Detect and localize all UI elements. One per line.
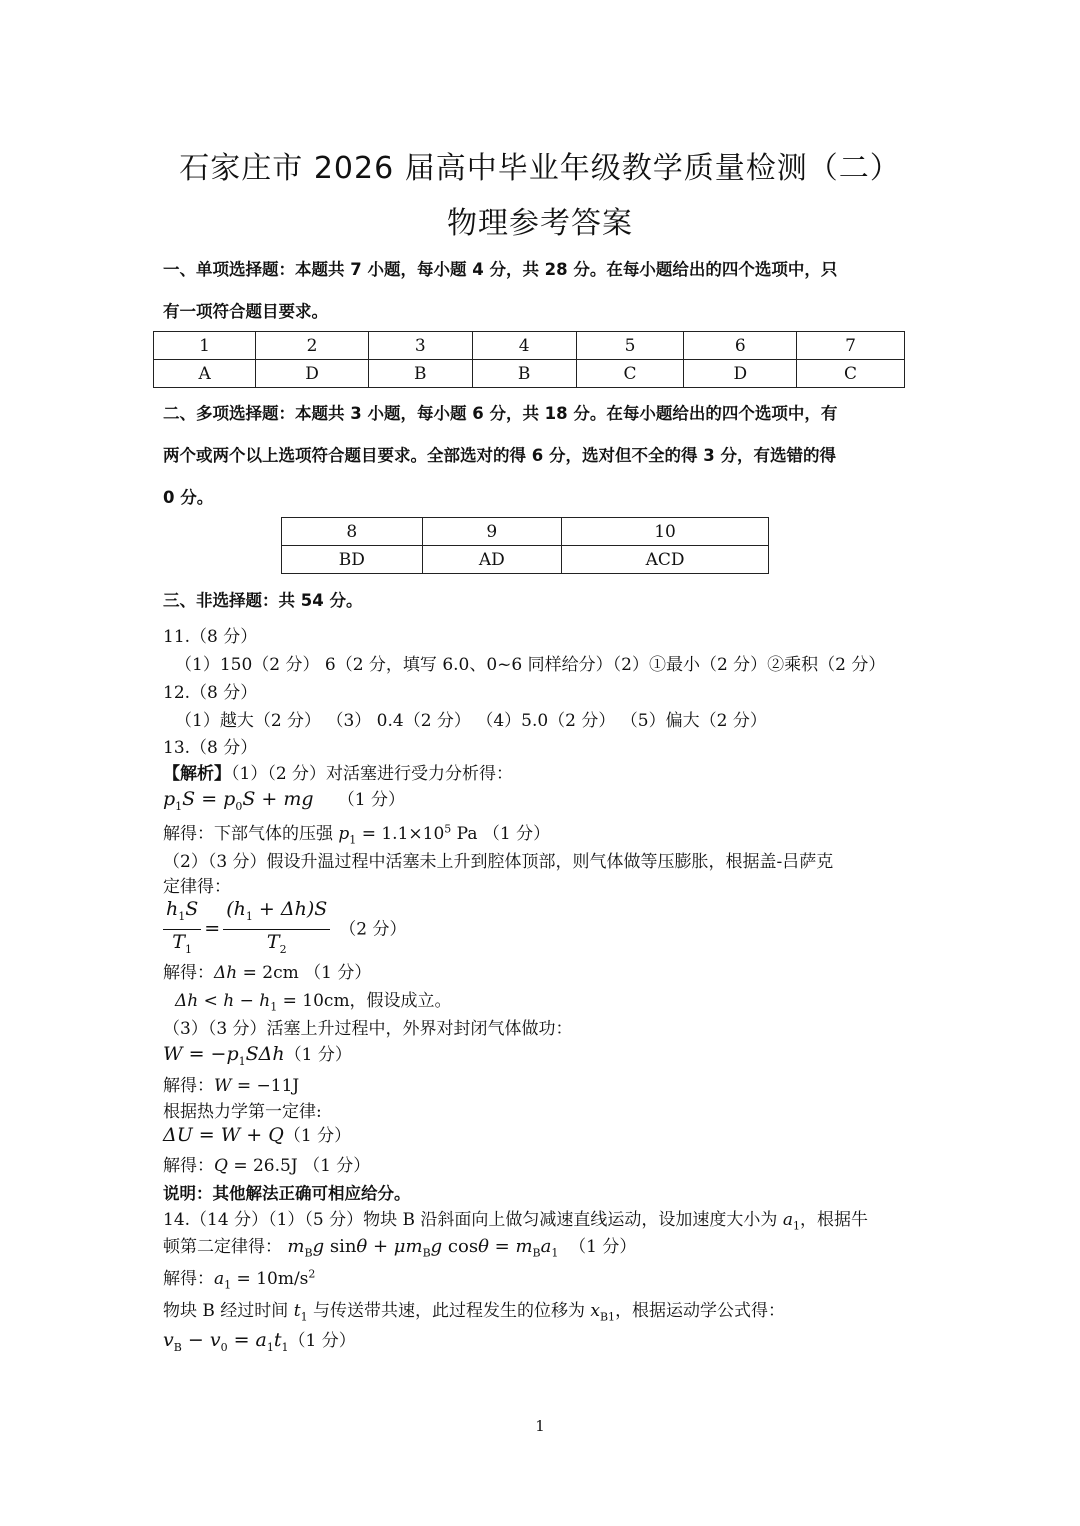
heat-value: = 26.5J [233,1156,298,1176]
time-text: 物块 B 经过时间 [163,1301,289,1321]
section2-heading-line1: 二、多项选择题：本题共 3 小题，每小题 6 分，共 18 分。在每小题给出的四个选项中，有 [163,404,838,423]
pressure-exponent: 5 [444,822,452,836]
table-row [154,360,905,388]
answer-cell: A [154,360,256,388]
question-number-cell: 7 [797,332,905,360]
solve-label: 解得： [163,1156,214,1176]
work-result: 解得：W = −11J [163,1076,300,1096]
question-number-cell: 4 [472,332,576,360]
work-value: = −11J [236,1076,300,1096]
delta-h-value: = 2cm [242,963,299,983]
answer-cell: C [797,360,905,388]
q11-answer: （1）150（2 分） 6（2 分，填写 6.0、0~6 同样给分）（2）①最小（2 分）②乘积（2 分） [175,655,886,675]
delta-h-result: 解得：Δh = 2cm （1 分） [163,963,372,983]
q13-header: 13.（8 分） [163,738,258,758]
question-number-cell: 10 [562,518,769,546]
q14-intro-tail: ，根据牛 [799,1210,868,1230]
answer-cell: AD [422,546,562,574]
q13-note: 说明：其他解法正确可相应给分。 [163,1184,411,1203]
score-points: （1 分） [304,963,372,983]
score-points: （1 分） [569,1237,637,1257]
solve-label: 解得： [163,824,214,844]
right-fraction: $\frac{(h_1 + \Delta h)S}{T_2}$ [223,897,330,962]
first-law-text: 根据热力学第一定律: [163,1102,322,1122]
document-subtitle: 物理参考答案 [447,206,633,241]
section1-heading-line2: 有一项符合题目要求。 [163,302,328,321]
page-number: 1 [535,1417,545,1435]
solve-label: 解得： [163,963,214,983]
q12-header: 12.（8 分） [163,683,258,703]
q14-intro: 14.（14 分）（1）（5 分）物块 B 沿斜面向上做匀减速直线运动，设加速度大小为 [163,1210,778,1230]
score-points: （1 分） [337,790,405,810]
question-number-cell: 3 [368,332,472,360]
pressure-unit: Pa [451,824,478,844]
document-title: 石家庄市 2026 届高中毕业年级教学质量检测（二） [179,151,901,186]
acceleration-exponent: 2 [308,1267,316,1281]
solve-label: 解得： [163,1076,214,1096]
answer-cell: B [472,360,576,388]
acceleration-symbol: a [782,1210,793,1230]
table-row [282,518,769,546]
score-points: （2 分） [339,919,407,940]
table-row [282,546,769,574]
pressure-result: 解得：下部气体的压强 $p_1 = 1.1\times 10^5$ Pa （1 分） [163,822,551,847]
table-row [154,332,905,360]
q12-answer: （1）越大（2 分） （3） 0.4（2 分） （4）5.0（2 分） （5）偏大（2 分） [175,711,767,731]
kinematics-text: ，根据运动学公式得： [615,1301,786,1321]
delta-h-check: $\Delta h < h - h_1 = 10cm$，假设成立。 [175,991,452,1014]
heat-result: 解得：Q = 26.5J （1 分） [163,1156,371,1176]
answer-cell: ACD [562,546,769,574]
section2-heading-line3: 0 分。 [163,488,214,507]
analysis-label: 【解析】 [163,764,231,784]
score-points: （1 分） [283,1126,352,1146]
answer-cell: D [684,360,797,388]
q13-part3-line: （3）（3 分）活塞上升过程中，外界对封闭气体做功： [163,1019,573,1039]
left-fraction: $\frac{h_1S}{T_1}$ [163,897,201,962]
acceleration-value: = 10m/s [236,1269,309,1289]
answer-cell: C [576,360,684,388]
first-law-equation: ΔU = W + Q（1 分） [163,1124,352,1146]
score-points: （1 分） [288,1331,356,1351]
pressure-text: 下部气体的压强 [214,824,333,844]
pressure-value: = 1.1×10 [361,824,445,844]
q14-line2: 顿第二定律得： $m_Bg$ $\sin\theta + \mu m_Bg$ $\cos\theta = m_Ba_1$ （1 分） [163,1236,637,1260]
score-points: （1 分） [482,824,551,844]
q11-header: 11.（8 分） [163,627,258,647]
question-number-cell: 8 [282,518,423,546]
single-choice-answer-table [153,331,905,388]
q13-part2-line1: （2）（3 分）假设升温过程中活塞未上升到腔体顶部，则气体做等压膨胀，根据盖-吕萨克 [163,852,834,872]
section2-heading-line2: 两个或两个以上选项符合题目要求。全部选对的得 6 分，选对但不全的得 3 分，有选错的得 [163,446,836,465]
question-number-cell: 1 [154,332,256,360]
question-number-cell: 2 [256,332,369,360]
delta-h-check-value: = 10cm，假设成立。 [282,991,452,1011]
q14-line1: 14.（14 分）（1）（5 分）物块 B 沿斜面向上做匀减速直线运动，设加速度大小为 $a_1$，根据牛 [163,1210,868,1233]
newton-text: 顿第二定律得： [163,1237,282,1257]
velocity-equation: $v_B - v_0 = a_1t_1(1$ 分） [163,1329,356,1354]
section3-heading: 三、非选择题：共 54 分。 [163,591,363,610]
work-equation: $W = -p_1S\Delta h(1$ 分） [163,1043,352,1068]
score-points: （1 分） [284,1045,352,1065]
q14-line4: 物块 B 经过时间 $t_1$ 与传送带共速，此过程发生的位移为 $x_{B1}$，根据运动学公式得： [163,1301,786,1324]
equilibrium-equation: $p_1S = p_0S$ + mg （1 分） [163,788,405,813]
section1-heading-line1: 一、单项选择题：本题共 7 小题，每小题 4 分，共 28 分。在每小题给出的四个选项中，只 [163,260,838,279]
question-number-cell: 6 [684,332,797,360]
solve-label: 解得： [163,1269,214,1289]
q13-part2-line2: 定律得： [163,877,231,897]
multi-choice-answer-table [281,517,769,574]
question-number-cell: 5 [576,332,684,360]
answer-cell: B [368,360,472,388]
score-points: （1 分） [303,1156,371,1176]
answer-cell: BD [282,546,423,574]
gay-lussac-equation: $\frac{h_1S}{T_1}$ = $\frac{(h_1 + \Delta h)S}{T_2}$ （2 分） [163,897,923,962]
question-number-cell: 9 [422,518,562,546]
analysis-text: （1）（2 分）对活塞进行受力分析得： [231,764,514,784]
displacement-text: 与传送带共速，此过程发生的位移为 [312,1301,585,1321]
q13-part1-analysis [163,759,923,784]
answer-cell: D [256,360,369,388]
q14-acceleration-result: 解得：$a_1 = 10m/s^2$ [163,1267,316,1292]
